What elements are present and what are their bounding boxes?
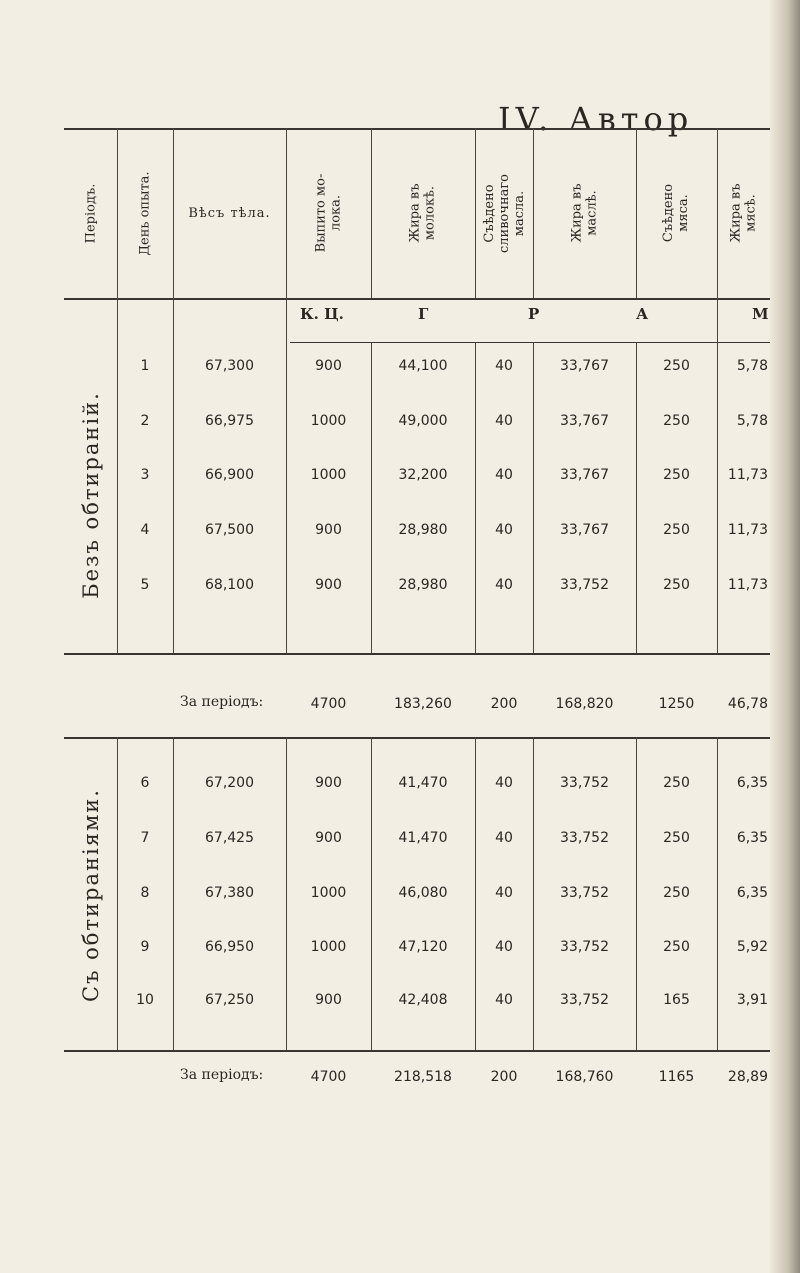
cell-fat-milk: 42,408 [398,992,448,1008]
cell-fat-meat: 11,73 [727,577,768,593]
cell-butter: 40 [495,358,513,374]
header-fat-in-milk: Жира въ молокѣ. [407,183,438,243]
header-bottom-rule [64,298,770,300]
cell-fat-meat: 3,91 [736,992,768,1008]
cell-fat-butter: 33,767 [560,413,609,429]
cell-weight: 67,200 [205,775,254,791]
total-label: За періодъ: [180,1067,264,1083]
section2-top-rule [64,737,770,739]
cell-milk: 900 [315,775,342,791]
col-divider [475,342,476,653]
unit-a: А [636,305,649,323]
cell-butter: 40 [495,992,513,1008]
cell-meat: 250 [663,830,690,846]
cell-fat-meat: 5,78 [736,358,768,374]
cell-fat-meat: 5,92 [736,939,768,955]
cell-meat: 250 [663,413,690,429]
cell-weight: 67,425 [205,830,254,846]
cell-fat-butter: 33,752 [560,885,609,901]
cell-day: 2 [140,413,150,429]
section2-total-rule [64,1050,770,1052]
cell-day: 3 [140,467,150,483]
header-weight: Вѣсъ тѣла. [188,205,271,221]
total-fat-butter: 168,820 [555,696,614,712]
cell-fat-meat: 6,35 [736,885,768,901]
header-fat-in-butter: Жира въ маслѣ. [569,183,600,243]
cell-butter: 40 [495,939,513,955]
cell-fat-milk: 41,470 [398,830,448,846]
cell-fat-milk: 28,980 [398,522,448,538]
cell-weight: 68,100 [205,577,254,593]
section-label-with-rubbing: Съ обтираніями. [78,788,103,1002]
cell-weight: 66,900 [205,467,254,483]
cell-fat-butter: 33,752 [560,992,609,1008]
table-row [0,881,800,905]
header-period: Періодъ. [83,183,98,243]
table-row [0,354,800,378]
cell-meat: 250 [663,467,690,483]
total-butter: 200 [490,1069,518,1085]
cell-fat-meat: 6,35 [736,830,768,846]
cell-fat-butter: 33,752 [560,830,609,846]
cell-meat: 250 [663,577,690,593]
cell-milk: 900 [315,992,342,1008]
cell-weight: 66,975 [205,413,254,429]
header-fat-in-meat: Жира въ мясѣ. [728,183,759,243]
cell-fat-milk: 46,080 [398,885,448,901]
cell-milk: 900 [315,358,342,374]
total-fat-milk: 218,518 [394,1069,452,1085]
units-bottom-rule [290,342,770,343]
table-row [0,409,800,433]
cell-fat-butter: 33,767 [560,522,609,538]
total-meat: 1165 [658,1069,695,1085]
cell-weight: 67,300 [205,358,254,374]
cell-weight: 66,950 [205,939,254,955]
cell-fat-milk: 28,980 [398,577,448,593]
cell-meat: 250 [663,885,690,901]
table-row [0,518,800,542]
total-fat-meat: 46,78 [727,696,768,712]
cell-fat-butter: 33,767 [560,358,609,374]
cell-fat-milk: 41,470 [398,775,448,791]
cell-butter: 40 [495,522,513,538]
cell-fat-meat: 11,73 [727,522,768,538]
unit-m: М [752,305,769,323]
cell-fat-meat: 11,73 [727,467,768,483]
cell-meat: 250 [663,939,690,955]
page-title: IV. Автор [498,100,694,138]
cell-butter: 40 [495,885,513,901]
header-day: День опыта. [137,170,153,256]
cell-fat-milk: 32,200 [398,467,448,483]
cell-butter: 40 [495,577,513,593]
unit-kg: К. Ц. [300,305,344,323]
cell-fat-butter: 33,752 [560,939,609,955]
section1-total-rule [64,653,770,655]
cell-milk: 900 [315,577,342,593]
table-row [0,988,800,1012]
cell-milk: 1000 [310,413,347,429]
cell-weight: 67,500 [205,522,254,538]
cell-butter: 40 [495,413,513,429]
cell-fat-milk: 44,100 [398,358,448,374]
cell-weight: 67,380 [205,885,254,901]
total-milk: 4700 [310,1069,347,1085]
cell-day: 6 [140,775,150,791]
col-divider [371,342,372,653]
cell-fat-meat: 6,35 [736,775,768,791]
cell-milk: 900 [315,522,342,538]
cell-meat: 250 [663,775,690,791]
total-row [0,1065,800,1089]
cell-milk: 1000 [310,885,347,901]
header-butter-eaten: Съѣдено сливочнаго масла. [481,173,527,253]
total-milk: 4700 [310,696,347,712]
total-fat-milk: 183,260 [394,696,452,712]
cell-milk: 900 [315,830,342,846]
table-row [0,573,800,597]
cell-day: 4 [140,522,150,538]
cell-fat-meat: 5,78 [736,413,768,429]
cell-milk: 1000 [310,939,347,955]
total-butter: 200 [490,696,518,712]
cell-day: 8 [140,885,150,901]
cell-day: 7 [140,830,150,846]
col-divider [636,342,637,653]
table-row [0,826,800,850]
cell-fat-butter: 33,767 [560,467,609,483]
header-milk-drunk: Выпито мо- лока. [313,173,344,253]
cell-milk: 1000 [310,467,347,483]
cell-fat-milk: 49,000 [398,413,448,429]
table-row [0,771,800,795]
total-label: За періодъ: [180,694,264,710]
cell-weight: 67,250 [205,992,254,1008]
cell-butter: 40 [495,775,513,791]
table-row [0,463,800,487]
table-row [0,935,800,959]
cell-day: 5 [140,577,150,593]
cell-fat-butter: 33,752 [560,577,609,593]
total-fat-butter: 168,760 [555,1069,614,1085]
cell-meat: 250 [663,522,690,538]
cell-butter: 40 [495,830,513,846]
unit-g: Г [418,305,429,323]
col-divider [533,342,534,653]
header-meat-eaten: Съѣдено мяса. [661,183,692,243]
cell-day: 9 [140,939,150,955]
section-label-without-rubbing: Безъ обтираній. [78,391,103,599]
cell-fat-milk: 47,120 [398,939,448,955]
cell-fat-butter: 33,752 [560,775,609,791]
cell-day: 10 [136,992,154,1008]
cell-day: 1 [140,358,150,374]
cell-meat: 165 [663,992,690,1008]
total-fat-meat: 28,89 [727,1069,768,1085]
unit-r: Р [528,305,540,323]
total-row [0,692,800,716]
cell-butter: 40 [495,467,513,483]
total-meat: 1250 [658,696,695,712]
cell-meat: 250 [663,358,690,374]
